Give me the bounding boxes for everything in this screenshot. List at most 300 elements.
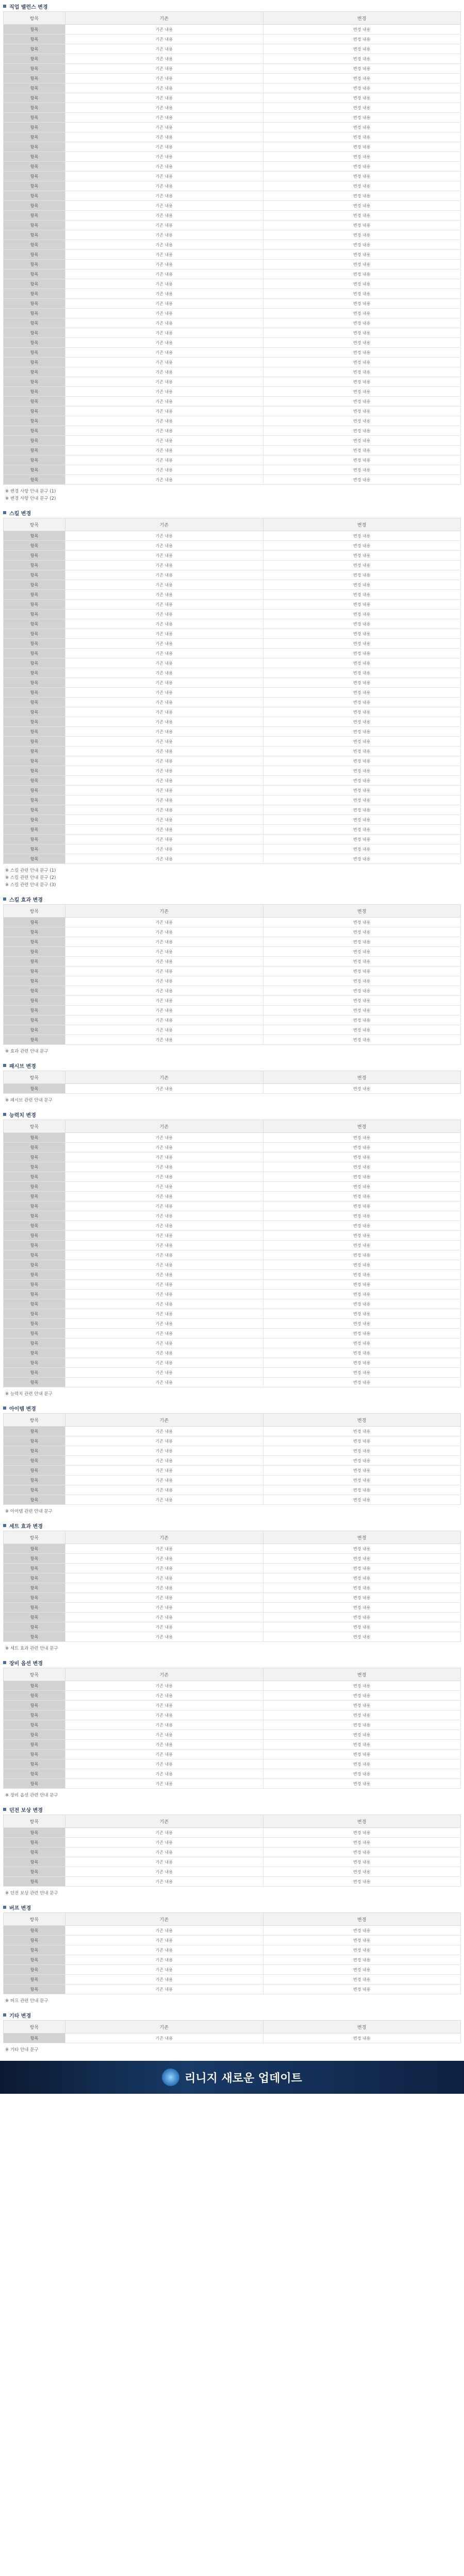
row-label-cell: 항목 (4, 211, 65, 221)
header-cell: 변경 (263, 2021, 461, 2033)
row-label-cell: 항목 (4, 338, 65, 348)
row-label-cell: 항목 (4, 1358, 65, 1368)
note-line: ※ 버프 관련 안내 문구 (5, 1998, 48, 2004)
before-cell: 기존 내용 (65, 668, 263, 678)
table-row (4, 152, 461, 162)
table-row (4, 1280, 461, 1290)
section-title: 던전 보상 변경 (9, 1807, 43, 1814)
table-row (4, 957, 461, 967)
header-cell: 변경 (263, 905, 461, 918)
section-header (3, 894, 461, 904)
row-label-cell: 항목 (4, 766, 65, 776)
after-cell: 변경 내용 (263, 1965, 461, 1975)
before-cell: 기존 내용 (65, 737, 263, 747)
after-cell: 변경 내용 (263, 658, 461, 668)
after-cell: 변경 내용 (263, 54, 461, 64)
row-label-cell: 항목 (4, 309, 65, 318)
section-header (3, 1, 461, 11)
patch-section (3, 1060, 461, 1104)
before-cell: 기존 내용 (65, 1632, 263, 1642)
row-label-cell: 항목 (4, 1622, 65, 1632)
before-cell: 기존 내용 (65, 1319, 263, 1329)
before-cell: 기존 내용 (65, 250, 263, 260)
after-cell: 변경 내용 (263, 358, 461, 367)
before-cell: 기존 내용 (65, 1936, 263, 1945)
before-cell: 기존 내용 (65, 123, 263, 132)
table-row (4, 465, 461, 475)
table-row (4, 1857, 461, 1867)
table-row (4, 74, 461, 83)
row-label-cell: 항목 (4, 590, 65, 600)
row-label-cell: 항목 (4, 1329, 65, 1338)
after-cell: 변경 내용 (263, 1554, 461, 1564)
table-row (4, 113, 461, 123)
row-label-cell: 항목 (4, 580, 65, 590)
before-cell: 기존 내용 (65, 1466, 263, 1476)
table-row (4, 747, 461, 756)
table-header-row (4, 1120, 461, 1133)
before-cell: 기존 내용 (65, 1681, 263, 1691)
row-label-cell: 항목 (4, 201, 65, 211)
after-cell: 변경 내용 (263, 649, 461, 658)
before-cell: 기존 내용 (65, 1025, 263, 1035)
table-row (4, 619, 461, 629)
after-cell: 변경 내용 (263, 1221, 461, 1231)
before-cell: 기존 내용 (65, 1593, 263, 1603)
before-cell: 기존 내용 (65, 1622, 263, 1632)
table-row (4, 531, 461, 541)
row-label-cell: 항목 (4, 1593, 65, 1603)
before-cell: 기존 내용 (65, 825, 263, 835)
after-cell: 변경 내용 (263, 1926, 461, 1936)
header-cell: 기존 (65, 1414, 263, 1427)
row-label-cell: 항목 (4, 54, 65, 64)
row-label-cell: 항목 (4, 570, 65, 580)
after-cell: 변경 내용 (263, 289, 461, 299)
after-cell: 변경 내용 (263, 688, 461, 698)
after-cell: 변경 내용 (263, 600, 461, 609)
row-label-cell: 항목 (4, 947, 65, 957)
after-cell: 변경 내용 (263, 805, 461, 815)
row-label-cell: 항목 (4, 795, 65, 805)
table-row (4, 328, 461, 338)
before-cell: 기존 내용 (65, 35, 263, 44)
table-row (4, 1759, 461, 1769)
before-cell: 기존 내용 (65, 416, 263, 426)
before-cell: 기존 내용 (65, 309, 263, 318)
table-row (4, 1573, 461, 1583)
after-cell: 변경 내용 (263, 2033, 461, 2043)
table-row (4, 1740, 461, 1750)
before-cell: 기존 내용 (65, 162, 263, 172)
table-row (4, 1241, 461, 1250)
row-label-cell: 항목 (4, 1338, 65, 1348)
before-cell: 기존 내용 (65, 1495, 263, 1505)
table-row (4, 1358, 461, 1368)
row-label-cell: 항목 (4, 551, 65, 561)
table-row (4, 590, 461, 600)
table-row (4, 795, 461, 805)
section-title: 스킬 변경 (9, 511, 31, 517)
row-label-cell: 항목 (4, 142, 65, 152)
square-bullet-icon (3, 1113, 6, 1116)
after-cell: 변경 내용 (263, 937, 461, 947)
table-header-row (4, 1071, 461, 1084)
header-cell: 변경 (263, 1913, 461, 1926)
before-cell: 기존 내용 (65, 996, 263, 1006)
row-label-cell: 항목 (4, 162, 65, 172)
before-cell: 기존 내용 (65, 475, 263, 485)
before-cell: 기존 내용 (65, 854, 263, 864)
table-row (4, 260, 461, 269)
section-header (3, 1109, 461, 1120)
square-bullet-icon (3, 1524, 6, 1527)
table-row (4, 1877, 461, 1887)
row-label-cell: 항목 (4, 1730, 65, 1740)
after-cell: 변경 내용 (263, 240, 461, 250)
after-cell: 변경 내용 (263, 162, 461, 172)
after-cell: 변경 내용 (263, 1192, 461, 1201)
header-cell-label: 항목 (4, 1668, 65, 1681)
row-label-cell: 항목 (4, 1153, 65, 1162)
after-cell: 변경 내용 (263, 181, 461, 191)
table-row (4, 717, 461, 727)
after-cell: 변경 내용 (263, 279, 461, 289)
note-line: ※ 기타 안내 문구 (5, 2047, 39, 2053)
section-notes (3, 864, 461, 889)
before-cell: 기존 내용 (65, 619, 263, 629)
row-label-cell: 항목 (4, 1603, 65, 1613)
after-cell: 변경 내용 (263, 795, 461, 805)
table-row (4, 1476, 461, 1485)
row-label-cell: 항목 (4, 181, 65, 191)
after-cell: 변경 내용 (263, 1955, 461, 1965)
before-cell: 기존 내용 (65, 1985, 263, 1994)
game-logo-icon (162, 2069, 179, 2086)
after-cell: 변경 내용 (263, 629, 461, 639)
after-cell: 변경 내용 (263, 1338, 461, 1348)
before-cell: 기존 내용 (65, 221, 263, 230)
before-cell: 기존 내용 (65, 1260, 263, 1270)
before-cell: 기존 내용 (65, 436, 263, 446)
table-header-row (4, 2021, 461, 2033)
after-cell: 변경 내용 (263, 531, 461, 541)
after-cell: 변경 내용 (263, 367, 461, 377)
table-row (4, 1485, 461, 1495)
table-row (4, 123, 461, 132)
table-header-row (4, 518, 461, 531)
table-row (4, 35, 461, 44)
table-row (4, 756, 461, 766)
table-row (4, 854, 461, 864)
after-cell: 변경 내용 (263, 668, 461, 678)
table-row (4, 561, 461, 570)
row-label-cell: 항목 (4, 1319, 65, 1329)
after-cell: 변경 내용 (263, 1280, 461, 1290)
table-row (4, 1769, 461, 1779)
after-cell: 변경 내용 (263, 172, 461, 181)
row-label-cell: 항목 (4, 172, 65, 181)
table-row (4, 358, 461, 367)
note-line: ※ 스킬 관련 안내 문구 (2) (5, 875, 56, 880)
after-cell: 변경 내용 (263, 1025, 461, 1035)
before-cell: 기존 내용 (65, 1270, 263, 1280)
after-cell: 변경 내용 (263, 947, 461, 957)
after-cell: 변경 내용 (263, 1544, 461, 1554)
row-label-cell: 항목 (4, 561, 65, 570)
comparison-table (3, 1531, 461, 1642)
row-label-cell: 항목 (4, 1975, 65, 1985)
table-header-row (4, 905, 461, 918)
row-label-cell: 항목 (4, 1701, 65, 1710)
table-row (4, 1006, 461, 1015)
row-label-cell: 항목 (4, 1143, 65, 1153)
after-cell: 변경 내용 (263, 1681, 461, 1691)
note-line: ※ 변경 사항 안내 문구 (2) (5, 496, 56, 501)
table-header-row (4, 1815, 461, 1828)
before-cell: 기존 내용 (65, 1838, 263, 1848)
comparison-table (3, 1668, 461, 1789)
patch-section (3, 1657, 461, 1799)
row-label-cell: 항목 (4, 1231, 65, 1241)
after-cell: 변경 내용 (263, 1710, 461, 1720)
table-row (4, 1162, 461, 1172)
after-cell: 변경 내용 (263, 976, 461, 986)
row-label-cell: 항목 (4, 927, 65, 937)
after-cell: 변경 내용 (263, 570, 461, 580)
after-cell: 변경 내용 (263, 338, 461, 348)
before-cell: 기존 내용 (65, 561, 263, 570)
before-cell: 기존 내용 (65, 835, 263, 844)
row-label-cell: 항목 (4, 269, 65, 279)
row-label-cell: 항목 (4, 299, 65, 309)
table-row (4, 1260, 461, 1270)
header-cell: 기존 (65, 905, 263, 918)
row-label-cell: 항목 (4, 1985, 65, 1994)
before-cell: 기존 내용 (65, 590, 263, 600)
before-cell: 기존 내용 (65, 1691, 263, 1701)
table-row (4, 1299, 461, 1309)
after-cell: 변경 내용 (263, 1632, 461, 1642)
before-cell: 기존 내용 (65, 397, 263, 406)
after-cell: 변경 내용 (263, 747, 461, 756)
after-cell: 변경 내용 (263, 1828, 461, 1838)
table-row (4, 1848, 461, 1857)
table-row (4, 668, 461, 678)
after-cell: 변경 내용 (263, 927, 461, 937)
header-cell-label: 항목 (4, 1414, 65, 1427)
after-cell: 변경 내용 (263, 1613, 461, 1622)
after-cell: 변경 내용 (263, 854, 461, 864)
after-cell: 변경 내용 (263, 1573, 461, 1583)
row-label-cell: 항목 (4, 64, 65, 74)
before-cell: 기존 내용 (65, 1290, 263, 1299)
table-row (4, 1936, 461, 1945)
before-cell: 기존 내용 (65, 44, 263, 54)
table-row (4, 947, 461, 957)
before-cell: 기존 내용 (65, 747, 263, 756)
row-label-cell: 항목 (4, 1769, 65, 1779)
row-label-cell: 항목 (4, 1495, 65, 1505)
after-cell: 변경 내용 (263, 1270, 461, 1280)
table-row (4, 844, 461, 854)
before-cell: 기존 내용 (65, 815, 263, 825)
row-label-cell: 항목 (4, 805, 65, 815)
header-cell: 기존 (65, 12, 263, 25)
after-cell: 변경 내용 (263, 1153, 461, 1162)
before-cell: 기존 내용 (65, 551, 263, 561)
table-row (4, 1593, 461, 1603)
table-row (4, 688, 461, 698)
row-label-cell: 항목 (4, 367, 65, 377)
table-row (4, 986, 461, 996)
before-cell: 기존 내용 (65, 299, 263, 309)
table-row (4, 1720, 461, 1730)
after-cell: 변경 내용 (263, 455, 461, 465)
before-cell: 기존 내용 (65, 152, 263, 162)
row-label-cell: 항목 (4, 1182, 65, 1192)
after-cell: 변경 내용 (263, 1182, 461, 1192)
table-row (4, 918, 461, 927)
header-cell-label: 항목 (4, 1071, 65, 1084)
after-cell: 변경 내용 (263, 986, 461, 996)
header-cell: 변경 (263, 1815, 461, 1828)
table-row (4, 1730, 461, 1740)
table-row (4, 805, 461, 815)
before-cell: 기존 내용 (65, 927, 263, 937)
after-cell: 변경 내용 (263, 1838, 461, 1848)
before-cell: 기존 내용 (65, 1603, 263, 1613)
table-row (4, 416, 461, 426)
table-row (4, 455, 461, 465)
before-cell: 기존 내용 (65, 1446, 263, 1456)
table-row (4, 1192, 461, 1201)
header-cell: 변경 (263, 1414, 461, 1427)
row-label-cell: 항목 (4, 475, 65, 485)
row-label-cell: 항목 (4, 387, 65, 397)
after-cell: 변경 내용 (263, 269, 461, 279)
after-cell: 변경 내용 (263, 967, 461, 976)
table-row (4, 436, 461, 446)
row-label-cell: 항목 (4, 1427, 65, 1436)
sections-container (3, 1, 461, 2054)
after-cell: 변경 내용 (263, 1495, 461, 1505)
after-cell: 변경 내용 (263, 1759, 461, 1769)
after-cell: 변경 내용 (263, 132, 461, 142)
patch-section (3, 1804, 461, 1897)
table-row (4, 221, 461, 230)
section-title: 스킬 효과 변경 (9, 897, 43, 903)
table-row (4, 570, 461, 580)
row-label-cell: 항목 (4, 250, 65, 260)
patch-section (3, 1902, 461, 2005)
row-label-cell: 항목 (4, 918, 65, 927)
after-cell: 변경 내용 (263, 260, 461, 269)
before-cell: 기존 내용 (65, 1182, 263, 1192)
table-row (4, 1427, 461, 1436)
table-row (4, 967, 461, 976)
row-label-cell: 항목 (4, 113, 65, 123)
row-label-cell: 항목 (4, 446, 65, 455)
note-line: ※ 스킬 관련 안내 문구 (1) (5, 868, 56, 873)
before-cell: 기존 내용 (65, 1955, 263, 1965)
row-label-cell: 항목 (4, 1544, 65, 1554)
before-cell: 기존 내용 (65, 609, 263, 619)
table-row (4, 1691, 461, 1701)
before-cell: 기존 내용 (65, 957, 263, 967)
comparison-table (3, 1413, 461, 1505)
after-cell: 변경 내용 (263, 1456, 461, 1466)
row-label-cell: 항목 (4, 455, 65, 465)
before-cell: 기존 내용 (65, 1192, 263, 1201)
before-cell: 기존 내용 (65, 64, 263, 74)
row-label-cell: 항목 (4, 1936, 65, 1945)
section-notes (3, 1789, 461, 1799)
before-cell: 기존 내용 (65, 947, 263, 957)
row-label-cell: 항목 (4, 1348, 65, 1358)
row-label-cell: 항목 (4, 289, 65, 299)
table-row (4, 132, 461, 142)
table-row (4, 1368, 461, 1378)
after-cell: 변경 내용 (263, 1720, 461, 1730)
table-row (4, 377, 461, 387)
header-cell: 기존 (65, 1120, 263, 1133)
header-cell-label: 항목 (4, 1913, 65, 1926)
row-label-cell: 항목 (4, 776, 65, 786)
before-cell: 기존 내용 (65, 338, 263, 348)
table-row (4, 387, 461, 397)
row-label-cell: 항목 (4, 1084, 65, 1094)
before-cell: 기존 내용 (65, 1759, 263, 1769)
square-bullet-icon (3, 1906, 6, 1909)
row-label-cell: 항목 (4, 1926, 65, 1936)
table-row (4, 201, 461, 211)
after-cell: 변경 내용 (263, 446, 461, 455)
row-label-cell: 항목 (4, 1828, 65, 1838)
row-label-cell: 항목 (4, 1172, 65, 1182)
table-row (4, 289, 461, 299)
row-label-cell: 항목 (4, 1613, 65, 1622)
table-row (4, 825, 461, 835)
before-cell: 기존 내용 (65, 844, 263, 854)
table-row (4, 1681, 461, 1691)
after-cell: 변경 내용 (263, 639, 461, 649)
square-bullet-icon (3, 1808, 6, 1811)
after-cell: 변경 내용 (263, 957, 461, 967)
after-cell: 변경 내용 (263, 844, 461, 854)
comparison-table (3, 1815, 461, 1887)
before-cell: 기존 내용 (65, 1544, 263, 1554)
after-cell: 변경 내용 (263, 698, 461, 707)
before-cell: 기존 내용 (65, 805, 263, 815)
table-row (4, 240, 461, 250)
before-cell: 기존 내용 (65, 1015, 263, 1025)
table-row (4, 446, 461, 455)
table-row (4, 103, 461, 113)
section-header (3, 1520, 461, 1531)
table-row (4, 1838, 461, 1848)
before-cell: 기존 내용 (65, 1554, 263, 1564)
row-label-cell: 항목 (4, 348, 65, 358)
comparison-table (3, 518, 461, 864)
before-cell: 기존 내용 (65, 279, 263, 289)
before-cell: 기존 내용 (65, 678, 263, 688)
after-cell: 변경 내용 (263, 1750, 461, 1759)
before-cell: 기존 내용 (65, 1299, 263, 1309)
table-row (4, 678, 461, 688)
header-cell: 기존 (65, 518, 263, 531)
table-row (4, 211, 461, 221)
